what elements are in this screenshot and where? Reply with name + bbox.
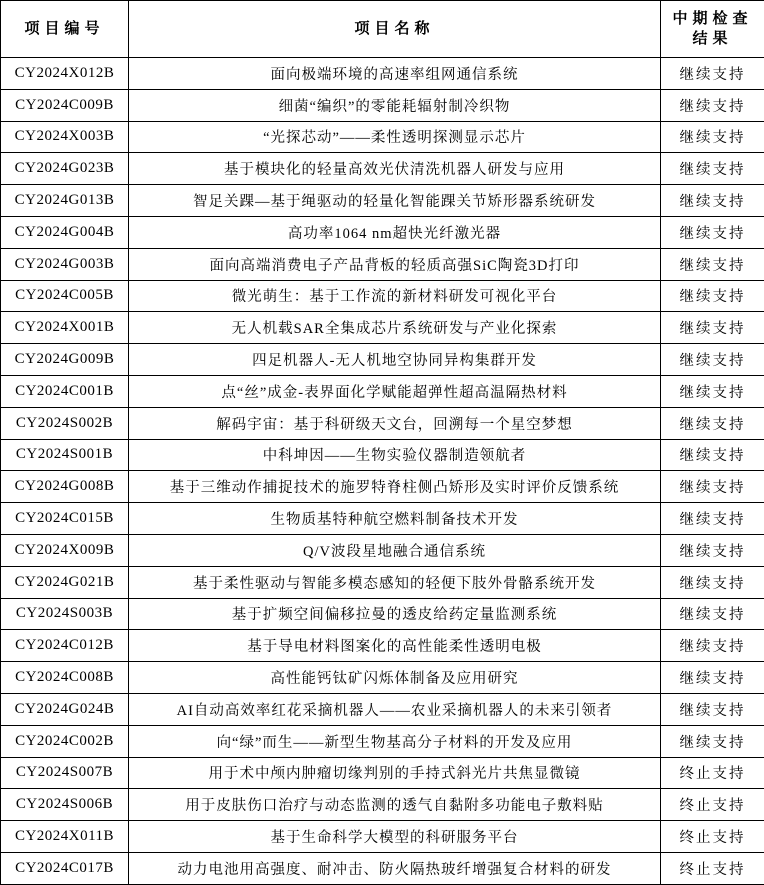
table-row — [1, 534, 764, 566]
table-row — [1, 662, 764, 694]
midterm-result-cell: 终止支持 — [661, 852, 764, 884]
midterm-result-cell: 终止支持 — [661, 821, 764, 853]
project-name-cell: 基于三维动作捕捉技术的施罗特脊柱侧凸矫形及实时评价反馈系统 — [129, 471, 661, 503]
project-name-cell: 面向极端环境的高速率组网通信系统 — [129, 58, 661, 90]
project-code-cell: CY2024C017B — [1, 852, 129, 884]
project-code-cell: CY2024C009B — [1, 89, 129, 121]
project-name-cell: 用于术中颅内肿瘤切缘判别的手持式斜光片共焦显微镜 — [129, 757, 661, 789]
project-code-cell: CY2024X011B — [1, 821, 129, 853]
midterm-result-cell: 继续支持 — [661, 407, 764, 439]
table-row — [1, 185, 764, 217]
midterm-result-cell: 继续支持 — [661, 662, 764, 694]
midterm-result-cell: 终止支持 — [661, 789, 764, 821]
table-row — [1, 693, 764, 725]
column-header-project-code — [1, 1, 129, 58]
project-code-cell: CY2024S001B — [1, 439, 129, 471]
midterm-result-cell: 继续支持 — [661, 503, 764, 535]
midterm-result-cell: 继续支持 — [661, 534, 764, 566]
table-row — [1, 312, 764, 344]
column-header-project-name-label: 项目名称 — [354, 20, 435, 37]
table-row — [1, 153, 764, 185]
project-name-cell: 解码宇宙：基于科研级天文台，回溯每一个星空梦想 — [129, 407, 661, 439]
project-code-cell: CY2024G008B — [1, 471, 129, 503]
table-row — [1, 821, 764, 853]
table-row — [1, 248, 764, 280]
midterm-result-cell: 继续支持 — [661, 344, 764, 376]
project-name-cell: 无人机载SAR全集成芯片系统研发与产业化探索 — [129, 312, 661, 344]
table-row — [1, 216, 764, 248]
midterm-result-cell: 继续支持 — [661, 630, 764, 662]
project-name-cell: 四足机器人-无人机地空协同异构集群开发 — [129, 344, 661, 376]
project-code-cell: CY2024G004B — [1, 216, 129, 248]
midterm-result-cell: 继续支持 — [661, 121, 764, 153]
midterm-result-cell: 终止支持 — [661, 757, 764, 789]
midterm-result-cell: 继续支持 — [661, 375, 764, 407]
table-row — [1, 439, 764, 471]
project-code-cell: CY2024X003B — [1, 121, 129, 153]
project-name-cell: 基于生命科学大模型的科研服务平台 — [129, 821, 661, 853]
table-row — [1, 89, 764, 121]
project-code-cell: CY2024S006B — [1, 789, 129, 821]
column-header-midterm-result-label: 中期检查结果 — [672, 10, 753, 47]
project-code-cell: CY2024C008B — [1, 662, 129, 694]
project-code-cell: CY2024C005B — [1, 280, 129, 312]
table-row — [1, 598, 764, 630]
project-code-cell: CY2024C002B — [1, 725, 129, 757]
project-name-cell: 面向高端消费电子产品背板的轻质高强SiC陶瓷3D打印 — [129, 248, 661, 280]
project-name-cell: 高功率1064 nm超快光纤激光器 — [129, 216, 661, 248]
column-header-project-name — [129, 1, 661, 58]
table-row — [1, 757, 764, 789]
midterm-result-cell: 继续支持 — [661, 725, 764, 757]
midterm-result-cell: 继续支持 — [661, 439, 764, 471]
project-name-cell: 基于模块化的轻量高效光伏清洗机器人研发与应用 — [129, 153, 661, 185]
table-row — [1, 852, 764, 884]
project-code-cell: CY2024S007B — [1, 757, 129, 789]
project-name-cell: Q/V波段星地融合通信系统 — [129, 534, 661, 566]
table-row — [1, 630, 764, 662]
table-row — [1, 725, 764, 757]
midterm-result-cell: 继续支持 — [661, 280, 764, 312]
table-row — [1, 375, 764, 407]
project-name-cell: 中科坤因——生物实验仪器制造领航者 — [129, 439, 661, 471]
project-name-cell: 点“丝”成金-表界面化学赋能超弹性超高温隔热材料 — [129, 375, 661, 407]
project-code-cell: CY2024X009B — [1, 534, 129, 566]
project-code-cell: CY2024S003B — [1, 598, 129, 630]
table-row — [1, 407, 764, 439]
project-name-cell: 微光萌生：基于工作流的新材料研发可视化平台 — [129, 280, 661, 312]
project-code-cell: CY2024G003B — [1, 248, 129, 280]
project-code-cell: CY2024X012B — [1, 58, 129, 90]
midterm-result-cell: 继续支持 — [661, 248, 764, 280]
midterm-result-cell: 继续支持 — [661, 598, 764, 630]
header-row — [1, 1, 764, 58]
midterm-result-cell: 继续支持 — [661, 58, 764, 90]
midterm-result-cell: 继续支持 — [661, 566, 764, 598]
table-row — [1, 503, 764, 535]
project-name-cell: 细菌“编织”的零能耗辐射制冷织物 — [129, 89, 661, 121]
project-code-cell: CY2024G021B — [1, 566, 129, 598]
midterm-result-cell: 继续支持 — [661, 471, 764, 503]
midterm-result-cell: 继续支持 — [661, 89, 764, 121]
project-name-cell: 高性能钙钛矿闪烁体制备及应用研究 — [129, 662, 661, 694]
midterm-result-cell: 继续支持 — [661, 312, 764, 344]
table-row — [1, 344, 764, 376]
project-code-cell: CY2024G009B — [1, 344, 129, 376]
project-name-cell: 生物质基特种航空燃料制备技术开发 — [129, 503, 661, 535]
table-row — [1, 58, 764, 90]
table-row — [1, 471, 764, 503]
project-code-cell: CY2024G024B — [1, 693, 129, 725]
column-header-midterm-result — [661, 1, 764, 58]
project-name-cell: 智足关踝—基于绳驱动的轻量化智能踝关节矫形器系统研发 — [129, 185, 661, 217]
project-code-cell: CY2024G023B — [1, 153, 129, 185]
midterm-result-cell: 继续支持 — [661, 216, 764, 248]
project-name-cell: 用于皮肤伤口治疗与动态监测的透气自黏附多功能电子敷料贴 — [129, 789, 661, 821]
project-name-cell: 向“绿”而生——新型生物基高分子材料的开发及应用 — [129, 725, 661, 757]
table-row — [1, 566, 764, 598]
midterm-result-cell: 继续支持 — [661, 185, 764, 217]
midterm-result-cell: 继续支持 — [661, 153, 764, 185]
project-code-cell: CY2024X001B — [1, 312, 129, 344]
table-body — [1, 58, 764, 885]
project-name-cell: 基于扩频空间偏移拉曼的透皮给药定量监测系统 — [129, 598, 661, 630]
project-code-cell: CY2024G013B — [1, 185, 129, 217]
project-name-cell: 基于柔性驱动与智能多模态感知的轻便下肢外骨骼系统开发 — [129, 566, 661, 598]
project-name-cell: 基于导电材料图案化的高性能柔性透明电极 — [129, 630, 661, 662]
project-name-cell: AI自动高效率红花采摘机器人——农业采摘机器人的未来引领者 — [129, 693, 661, 725]
project-name-cell: “光探芯动”——柔性透明探测显示芯片 — [129, 121, 661, 153]
table-row — [1, 789, 764, 821]
table-row — [1, 121, 764, 153]
project-code-cell: CY2024C001B — [1, 375, 129, 407]
project-name-cell: 动力电池用高强度、耐冲击、防火隔热玻纤增强复合材料的研发 — [129, 852, 661, 884]
midterm-result-cell: 继续支持 — [661, 693, 764, 725]
table-row — [1, 280, 764, 312]
project-code-cell: CY2024C012B — [1, 630, 129, 662]
column-header-project-code-label: 项目编号 — [24, 20, 105, 37]
project-code-cell: CY2024C015B — [1, 503, 129, 535]
project-code-cell: CY2024S002B — [1, 407, 129, 439]
